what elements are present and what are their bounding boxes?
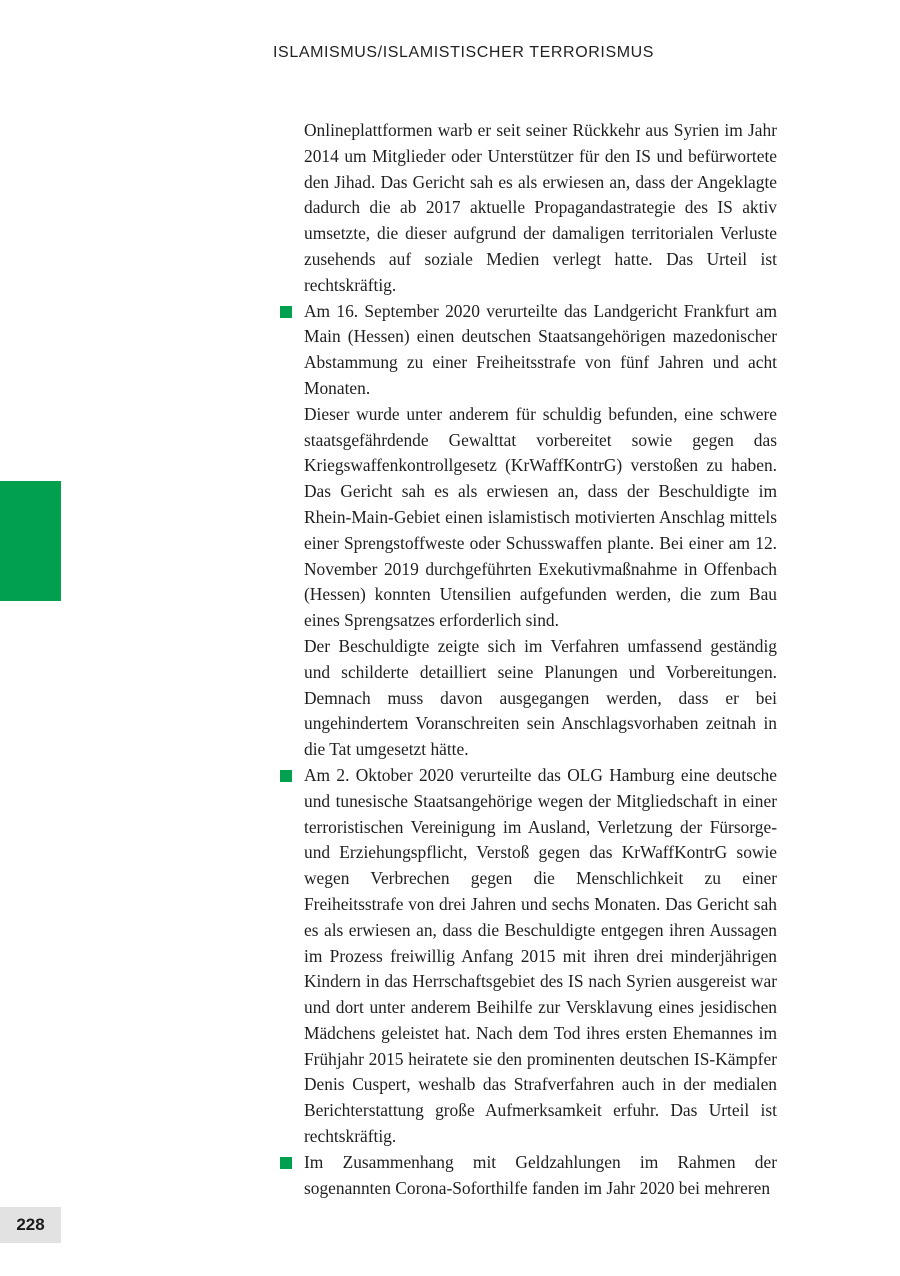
item-paragraph: Im Zusammenhang mit Geldzahlungen im Rahmen der sogenannten Corona-Soforthilfe fanden im Jahr 2020 bei mehreren [304,1151,777,1198]
bullet-square-icon [280,1157,292,1169]
item-paragraph: Am 2. Oktober 2020 verurteilte das OLG Hamburg eine deutsche und tunesische Staatsangehörige wegen der Mitgliedschaft in einer terroristischen Vereinigung im Ausland, Verletzung der Fürsorge- und Erziehungspflicht, Verstoß gegen das KrWaffKontrG sowie wegen Verbrechen gegen die Menschlichkeit zu einer Freiheitsstrafe von drei Jahren und sechs Monaten. Das Gericht sah es als erwiesen an, dass die Beschuldigte entgegen ihren Aussagen im Prozess freiwillig Anfang 2015 mit ihren drei minderjährigen Kindern in das Herrschaftsgebiet des IS nach Syrien ausgereist war und dort unter anderem Beihilfe zur Versklavung eines jesidischen Mädchens geleistet hat. Nach dem Tod ihres ersten Ehemannes im Frühjahr 2015 heiratete sie den prominenten deutschen IS-Kämpfer Denis Cuspert, weshalb das Strafverfahren auch in der medialen Berichterstattung große Aufmerksamkeit erfuhr. Das Urteil ist rechtskräftig. [304,764,777,1147]
running-header: ISLAMISMUS/ISLAMISTISCHER TERRORISMUS [273,44,655,61]
continuation-paragraph: Onlineplattformen warb er seit seiner Rückkehr aus Syrien im Jahr 2014 um Mitglieder oder Unterstützer für den IS und befürwortete den Jihad. Das Gericht sah es als erwiesen an, dass der Angeklagte dadurch die ab 2017 aktuelle Propagandastrategie des IS aktiv umsetzte, die dieser aufgrund der damaligen territorialen Verluste zusehends auf soziale Medien verlegt hatte. Das Urteil ist rechtskräftig. [304,120,777,295]
item-paragraph: Am 16. September 2020 verurteilte das Landgericht Frankfurt am Main (Hessen) einen deutschen Staatsangehörigen mazedonischer Abstammung zu einer Freiheitsstrafe von fünf Jahren und acht Monaten. [304,300,777,398]
body-text [304,118,777,1201]
list-item [304,299,777,763]
list-item [304,1150,777,1202]
page-number: 228 [0,1207,61,1243]
bullet-square-icon [280,306,292,318]
item-paragraph: Der Beschuldigte zeigte sich im Verfahren umfassend geständig und schilderte detailliert seine Planungen und Vorbereitungen. Demnach muss davon ausgegangen werden, dass er bei ungehindertem Voranschreiten sein Anschlagsvorhaben zeitnah in die Tat umgesetzt hätte. [304,635,777,760]
bullet-square-icon [280,770,292,782]
chapter-marker-bar [0,481,61,601]
item-paragraph: Dieser wurde unter anderem für schuldig befunden, eine schwere staatsgefährdende Gewalttat vorbereitet sowie gegen das Kriegswaffenkontrollgesetz (KrWaffKontrG) verstoßen zu haben. Das Gericht sah es als erwiesen an, dass der Beschuldigte im Rhein-Main-Gebiet einen islamistisch motivierten Anschlag mittels einer Sprengstoffweste oder Schusswaffen plante. Bei einer am 12. November 2019 durchgeführten Exekutivmaßnahme in Offenbach (Hessen) konnten Utensilien aufgefunden werden, die zum Bau eines Sprengsatzes erforderlich sind. [304,403,777,631]
list-item [304,763,777,1150]
